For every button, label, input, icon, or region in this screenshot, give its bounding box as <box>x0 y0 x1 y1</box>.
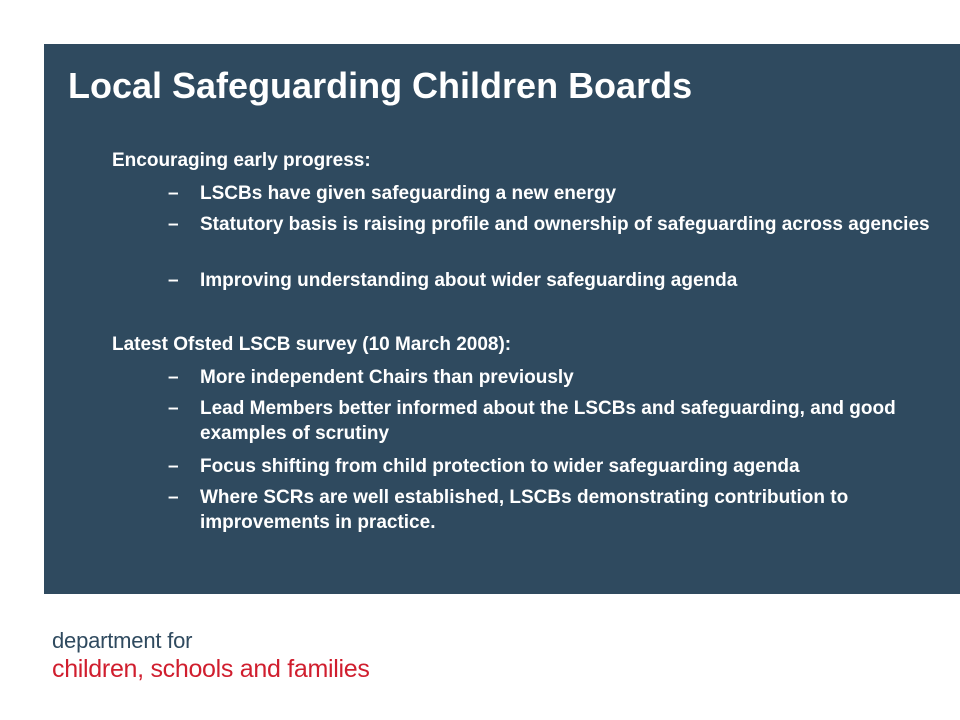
bullet-item <box>168 365 958 390</box>
bullet-text: Lead Members better informed about the LSCBs and safeguarding, and good examples of scrutiny <box>200 398 896 444</box>
bullet-text: Improving understanding about wider safeguarding agenda <box>200 270 738 291</box>
bullet-dash: – <box>168 183 179 204</box>
section-heading-ofsted-survey: Latest Ofsted LSCB survey (10 March 2008): <box>112 334 512 355</box>
bullet-text: Statutory basis is raising profile and ownership of safeguarding across agencies <box>200 214 930 235</box>
bullet-item <box>168 181 958 206</box>
bullet-dash: – <box>168 456 179 477</box>
dcsf-logo <box>52 628 370 684</box>
bullet-dash: – <box>168 367 179 388</box>
bullet-text: More independent Chairs than previously <box>200 367 574 388</box>
bullet-text: Where SCRs are well established, LSCBs demonstrating contribution to improvements in practice. <box>200 487 849 533</box>
bullet-item <box>168 485 958 535</box>
bullet-dash: – <box>168 398 179 419</box>
bullet-dash: – <box>168 270 179 291</box>
slide-title: Local Safeguarding Children Boards <box>68 65 693 106</box>
bullet-item <box>168 268 958 293</box>
logo-line-department: department for <box>52 628 193 653</box>
bullet-dash: – <box>168 487 179 508</box>
bullet-text: LSCBs have given safeguarding a new energy <box>200 183 617 204</box>
bullet-dash: – <box>168 214 179 235</box>
bullet-text: Focus shifting from child protection to wider safeguarding agenda <box>200 456 800 477</box>
section-heading-early-progress: Encouraging early progress: <box>112 150 371 171</box>
bullet-item <box>168 212 958 237</box>
logo-line-children-schools-families: children, schools and families <box>52 655 370 683</box>
bullet-item <box>168 454 958 479</box>
bullet-item <box>168 396 958 446</box>
